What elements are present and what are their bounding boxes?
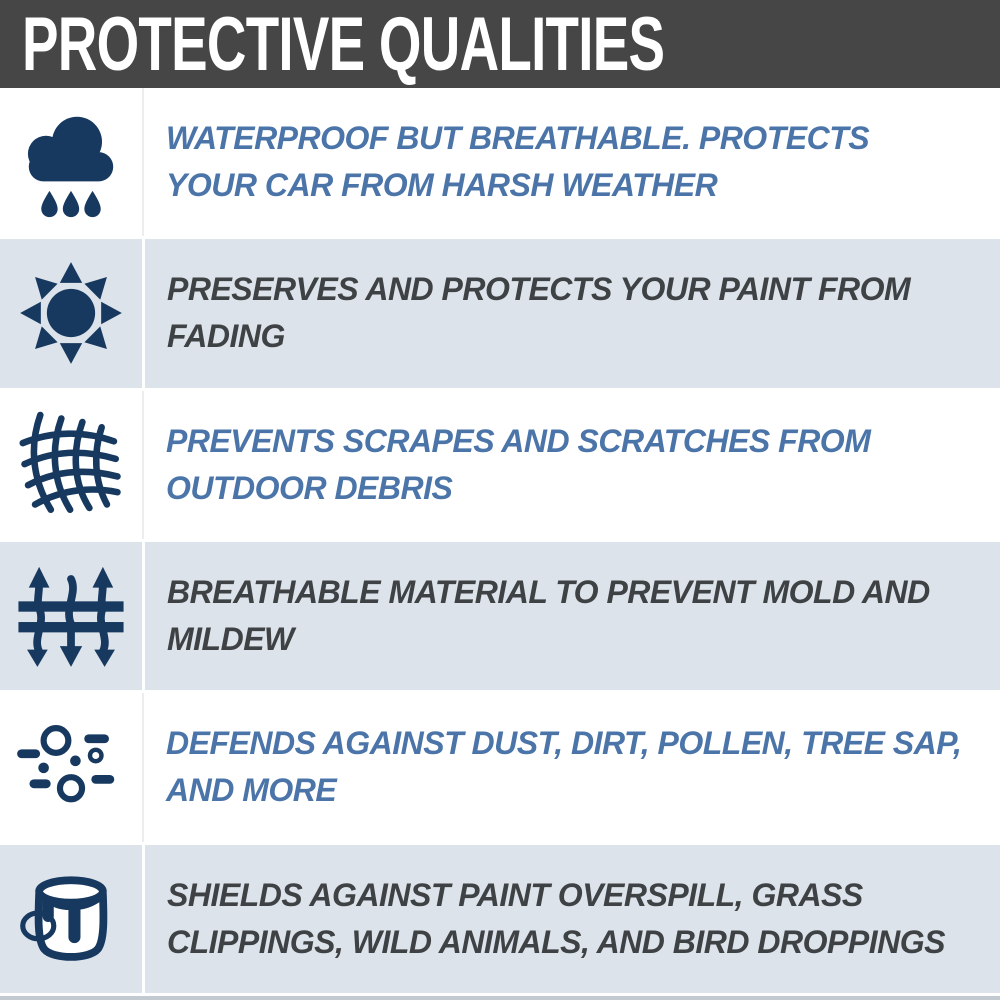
feature-text-line: WATERPROOF BUT BREATHABLE. PROTECTS — [166, 120, 870, 157]
feature-text-line: FADING — [167, 318, 285, 355]
feature-text-line: BREATHABLE MATERIAL TO PREVENT MOLD AND — [167, 574, 930, 611]
feature-row-shields — [0, 842, 1000, 996]
page-title: PROTECTIVE QUALITIES — [22, 1, 665, 87]
rain-cloud-icon — [15, 103, 127, 221]
icon-cell — [0, 88, 144, 236]
feature-text-line: YOUR CAR FROM HARSH WEATHER — [166, 167, 718, 204]
dust-particles-icon — [13, 714, 129, 820]
feature-text — [144, 88, 1000, 236]
icon-cell — [0, 391, 144, 539]
feature-text — [144, 391, 1000, 539]
header-bar — [0, 0, 1000, 88]
feature-text — [145, 239, 1000, 387]
icon-cell — [0, 239, 145, 387]
feature-text-line: AND MORE — [166, 772, 337, 809]
feature-text-line: OUTDOOR DEBRIS — [166, 469, 453, 506]
feature-row-mold — [0, 539, 1000, 693]
feature-row-waterproof — [0, 88, 1000, 236]
feature-rows — [0, 88, 1000, 996]
icon-cell — [0, 845, 145, 993]
feature-text-line: SHIELDS AGAINST PAINT OVERSPILL, GRASS — [167, 876, 863, 913]
feature-text-line: DEFENDS AGAINST DUST, DIRT, POLLEN, TREE SAP, — [166, 725, 962, 762]
paint-can-icon — [15, 863, 127, 975]
feature-row-scratches — [0, 391, 1000, 539]
feature-row-fading — [0, 236, 1000, 390]
feature-text-line: MILDEW — [167, 621, 294, 658]
icon-cell — [0, 542, 145, 690]
feature-text — [145, 845, 1000, 993]
feature-text — [144, 693, 1000, 841]
breathable-arrows-icon — [15, 560, 127, 672]
net-icon — [14, 408, 128, 522]
sun-icon — [15, 257, 127, 369]
bottom-edge-strip — [0, 996, 1000, 1000]
feature-text-line: CLIPPINGS, WILD ANIMALS, AND BIRD DROPPINGS — [167, 923, 945, 960]
feature-text-line: PREVENTS SCRAPES AND SCRATCHES FROM — [166, 422, 871, 459]
icon-cell — [0, 693, 144, 841]
feature-text — [145, 542, 1000, 690]
feature-row-dust — [0, 693, 1000, 841]
feature-text-line: PRESERVES AND PROTECTS YOUR PAINT FROM — [167, 271, 911, 308]
